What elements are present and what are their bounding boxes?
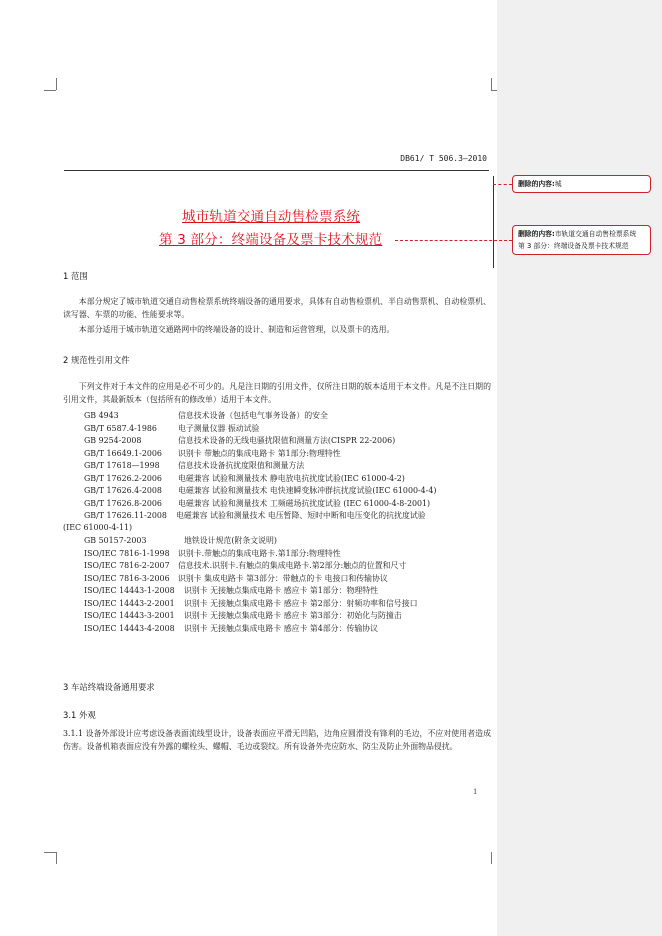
reference-code: GB/T 6587.4-1986 bbox=[84, 423, 157, 433]
doc-title-line1: 城市轨道交通自动售检票系统 bbox=[182, 209, 361, 225]
reference-row bbox=[84, 598, 418, 609]
change-bar bbox=[493, 176, 494, 268]
reference-title: 信息技术设备（包括电气事务设备）的安全 bbox=[178, 411, 328, 420]
comment-balloon-2[interactable] bbox=[512, 225, 651, 255]
reference-row bbox=[84, 610, 402, 621]
reference-title: 地铁设计规范(附条文说明) bbox=[184, 536, 277, 545]
reference-code: ISO/IEC 7816-1-1998 bbox=[84, 548, 170, 558]
reference-code: ISO/IEC 7816-3-2006 bbox=[84, 573, 170, 583]
reference-code: GB 9254-2008 bbox=[84, 436, 142, 445]
section-2-heading: 2 规范性引用文件 bbox=[63, 355, 130, 365]
reference-title: 信息技术设备抗扰度限值和测量方法 bbox=[178, 461, 305, 470]
page-number: 1 bbox=[473, 788, 478, 796]
reference-title: 电磁兼容 试验和测量技术 工频磁场抗扰度试验 (IEC 61000-4-8-2001) bbox=[178, 498, 431, 508]
reference-title: 识别卡 无接触点集成电路卡 感应卡 第1部分：物理特性 bbox=[184, 586, 379, 595]
reference-code: ISO/IEC 14443-1-2008 bbox=[84, 586, 175, 595]
reference-code: GB/T 17618—1998 bbox=[84, 461, 160, 470]
section-2-paragraph: 下列文件对于本文件的应用是必不可少的。凡是注日期的引用文件，仅所注日期的版本适用于本文件。凡是不注日期的引用文件，其最新版本（包括所有的修改单）适用于本文件。 bbox=[63, 382, 491, 404]
comment-label: 删除的内容: bbox=[518, 180, 555, 188]
reference-row bbox=[84, 448, 341, 459]
reference-code: ISO/IEC 14443-2-2001 bbox=[84, 598, 175, 608]
crop-mark-bottom-right-v bbox=[491, 852, 492, 864]
reference-row bbox=[84, 473, 405, 484]
reference-code: ISO/IEC 7816-2-2007 bbox=[84, 561, 170, 570]
crop-mark-top-left-v bbox=[56, 78, 57, 90]
reference-code: GB 4943 bbox=[84, 411, 119, 420]
comment-text: 市轨道交通自动售检票系统 第 3 部分：终端设备及票卡技术规范 bbox=[518, 230, 637, 250]
reference-row bbox=[84, 548, 341, 559]
section-1-heading: 1 范围 bbox=[63, 271, 88, 281]
reference-row bbox=[84, 585, 378, 596]
reference-code: GB/T 17626.2-2006 bbox=[84, 473, 162, 483]
reference-title: 电磁兼容 试验和测量技术 静电放电抗扰度试验(IEC 61000-4-2) bbox=[178, 473, 405, 483]
crop-mark-bottom-left-v bbox=[56, 852, 57, 864]
reference-title: 识别卡 带触点的集成电路卡 第1部分:物理特性 bbox=[178, 448, 341, 458]
comment-connector-2 bbox=[395, 240, 512, 241]
reference-code: GB/T 17626.4-2008 bbox=[84, 486, 162, 495]
section-3-1-heading: 3.1 外观 bbox=[63, 710, 96, 720]
crop-mark-top-right-v bbox=[491, 78, 492, 90]
reference-title: 识别卡 集成电路卡 第3部分：带触点的卡 电接口和传输协议 bbox=[178, 573, 388, 583]
reference-title: 电子测量仪器 振动试验 bbox=[178, 423, 260, 433]
reference-title: 信息技术设备的无线电骚扰限值和测量方法(CISPR 22-2006) bbox=[178, 436, 396, 445]
section-1-paragraph-2: 本部分适用于城市轨道交通路网中的终端设备的设计、制造和运营管理，以及票卡的选用。 bbox=[78, 325, 395, 334]
reference-row bbox=[84, 510, 426, 521]
reference-title: 信息技术.识别卡.有触点的集成电路卡.第2部分:触点的位置和尺寸 bbox=[178, 561, 407, 570]
reference-row bbox=[84, 410, 328, 421]
reference-row bbox=[63, 523, 132, 532]
section-3-heading: 3 车站终端设备通用要求 bbox=[63, 682, 155, 692]
crop-mark-bottom-left-h bbox=[44, 852, 56, 853]
reference-row bbox=[84, 498, 430, 509]
comment-balloon-1[interactable] bbox=[512, 175, 651, 193]
reference-code: GB/T 16649.1-2006 bbox=[84, 448, 162, 458]
reference-code: GB/T 17626.8-2006 bbox=[84, 498, 162, 508]
reference-code: ISO/IEC 14443-4-2008 bbox=[84, 623, 175, 633]
reference-code: (IEC 61000-4-11) bbox=[63, 522, 133, 532]
reference-row bbox=[84, 485, 436, 496]
reference-row bbox=[84, 623, 378, 634]
clause-3-1-1: 3.1.1 设备外部设计应考虑设备表面流线型设计，设备表面应平滑无凹陷，边角应圆滑没有锋利的毛边，不应对使用者造成伤害。设备机箱表面应没有外露的螺栓头、螺帽、毛边或裂纹。所有设备外壳应防水、防尘及防止外面物品侵扰。 bbox=[63, 729, 491, 751]
reference-row bbox=[84, 423, 259, 434]
comment-label: 删除的内容: bbox=[518, 230, 555, 238]
reference-title: 电磁兼容 试验和测量技术 电快速瞬变脉冲群抗扰度试验(IEC 61000-4-4) bbox=[178, 486, 437, 495]
reference-row bbox=[84, 460, 304, 471]
reference-title: 识别卡 无接触点集成电路卡 感应卡 第4部分：传输协议 bbox=[184, 623, 379, 633]
comment-text: 城 bbox=[554, 180, 562, 188]
section-1-paragraph-1: 本部分规定了城市轨道交通自动售检票系统终端设备的通用要求，具体有自动售检票机、半自动售票机、自动检票机、读写器、车票的功能、性能要求等。 bbox=[63, 297, 491, 319]
reference-code: GB 50157-2003 bbox=[84, 536, 147, 545]
reference-row bbox=[84, 573, 388, 584]
reference-code: ISO/IEC 14443-3-2001 bbox=[84, 611, 175, 620]
reference-code: GB/T 17626.11-2008 bbox=[84, 511, 167, 520]
reference-row bbox=[84, 435, 395, 446]
reference-title: 电磁兼容 试验和测量技术 电压暂降、短时中断和电压变化的抗扰度试验 bbox=[176, 511, 426, 520]
markup-pane bbox=[497, 0, 662, 936]
doc-number-header: DB61/ T 506.3—2010 bbox=[400, 154, 487, 163]
reference-row bbox=[84, 560, 406, 571]
reference-title: 识别卡.带触点的集成电路卡.第1部分:物理特性 bbox=[178, 548, 341, 558]
comment-connector-1 bbox=[493, 184, 512, 185]
reference-row bbox=[84, 535, 277, 546]
header-rule bbox=[64, 170, 489, 171]
reference-title: 识别卡 无接触点集成电路卡 感应卡 第3部分：初始化与防撞击 bbox=[184, 611, 402, 620]
crop-mark-top-left-h bbox=[44, 90, 56, 91]
doc-title-line2: 第 3 部分：终端设备及票卡技术规范 bbox=[159, 232, 383, 248]
reference-title: 识别卡 无接触点集成电路卡 感应卡 第2部分：射频功率和信号接口 bbox=[184, 598, 418, 608]
